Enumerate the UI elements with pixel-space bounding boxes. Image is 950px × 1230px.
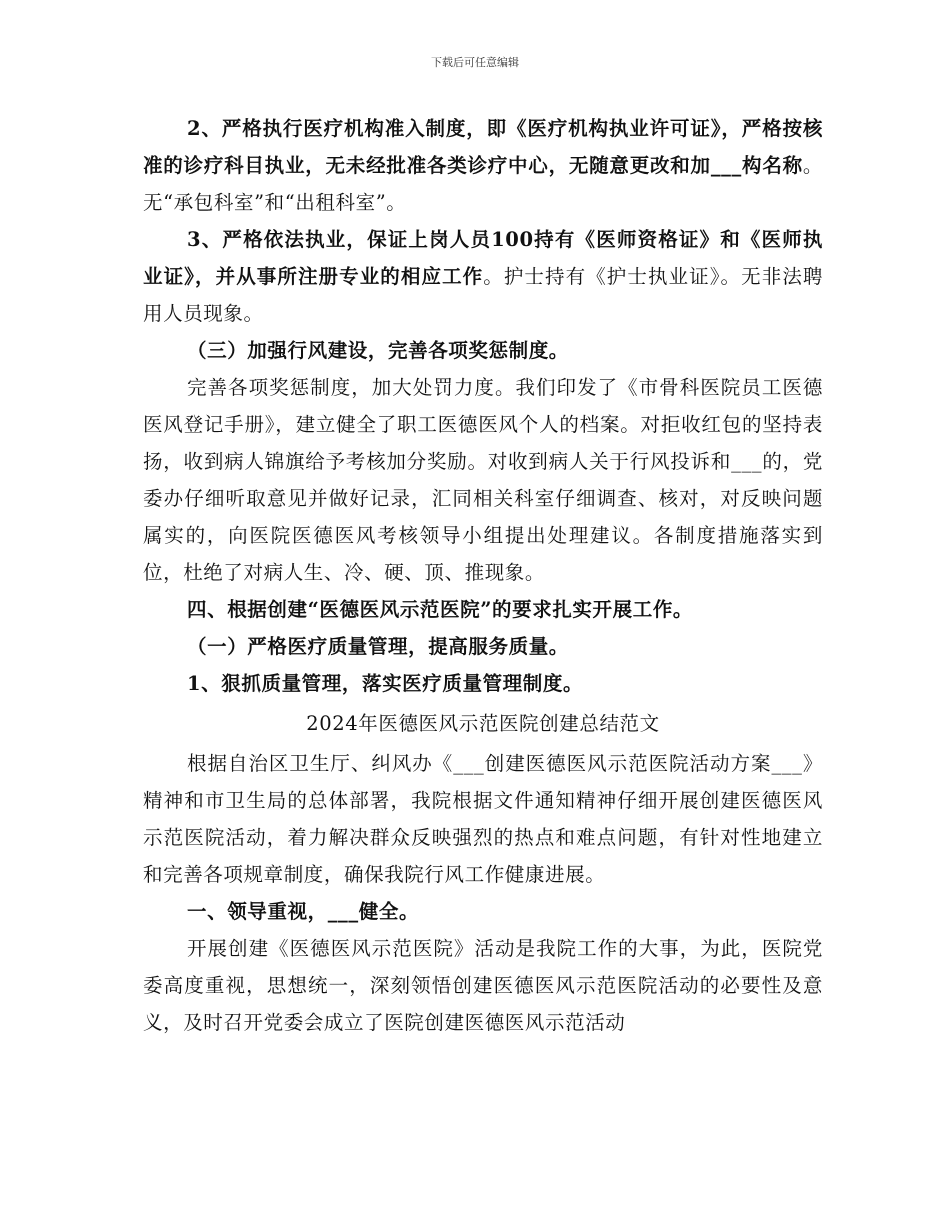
paragraph-item-3 [143, 221, 823, 332]
subsection-heading-3: （三）加强行风建设，完善各项奖惩制度。 [187, 339, 569, 362]
document-body [143, 110, 823, 1041]
paragraph-leadership: 开展创建《医德医风示范医院》活动是我院工作的大事，为此，医院党委高度重视，思想统一，深刻领悟创建医德医风示范医院活动的必要性及意义，及时召开党委会成立了医院创建医德医风示范活动 [143, 937, 823, 1034]
paragraph-reward-system: 完善各项奖惩制度，加大处罚力度。我们印发了《市骨科医院员工医德医风登记手册》，建立健全了职工医德医风个人的档案。对拒收红包的坚持表扬，收到病人锦旗给予考核加分奖励。对收到病人关于行风投诉和___的，党委办仔细听取意见并做好记录，汇同相关科室仔细调查、核对，对反映问题属实的，向医院医德医风考核领导小组提出处理建议。各制度措施落实到位，杜绝了对病人生、冷、硬、顶、推现象。 [143, 376, 823, 584]
paragraph-bold-part: 2、严格执行医疗机构准入制度，即《医疗机构执业许可证》，严格按核准的诊疗科目执业，无未经批准各类诊疗中心，无随意更改和加___构名称 [143, 117, 823, 177]
paragraph-normal-part: 。无“承包科室”和“出租科室”。 [143, 154, 823, 214]
page-header-note: 下载后可任意编辑 [431, 56, 519, 69]
paragraph-normal-part: 。护士持有《护士执业证》。无非法聘用人员现象。 [143, 265, 824, 325]
section-heading-1: 一、领导重视，___健全。 [187, 900, 420, 923]
section-heading-4: 四、根据创建“医德医风示范医院”的要求扎实开展工作。 [187, 598, 694, 621]
document-title: 2024年医德医风示范医院创建总结范文 [306, 712, 660, 735]
paragraph-intro: 根据自治区卫生厅、纠风办《___创建医德医风示范医院活动方案___》精神和市卫生局的总体部署，我院根据文件通知精神仔细开展创建医德医风示范医院活动，着力解决群众反映强烈的热点和难点问题，有针对性地建立和完善各项规章制度，确保我院行风工作健康进展。 [143, 752, 823, 886]
paragraph-bold-part: 3、严格依法执业，保证上岗人员100持有《医师资格证》和《医师执业证》，并从事所注册专业的相应工作 [143, 228, 823, 288]
subsection-heading-1: （一）严格医疗质量管理，提高服务质量。 [187, 635, 569, 658]
paragraph-item-1: 1、狠抓质量管理，落实医疗质量管理制度。 [187, 672, 584, 695]
paragraph-item-2 [143, 110, 823, 221]
